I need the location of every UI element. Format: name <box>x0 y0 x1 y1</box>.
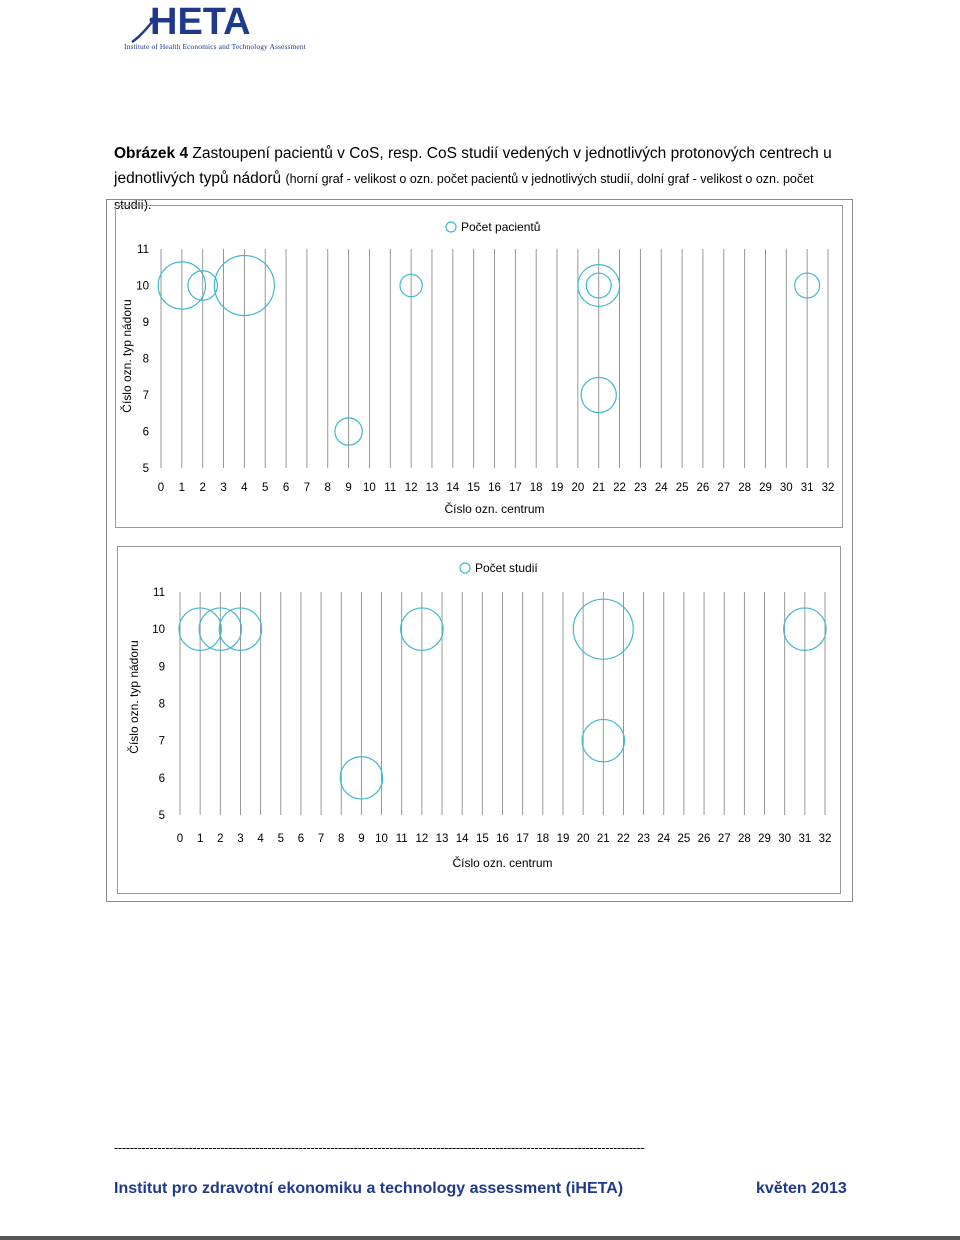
y-tick-label: 5 <box>142 463 149 475</box>
caption-main: Zastoupení pacientů v CoS, resp. CoS studií vedených v jednotlivých protonových centrech u jednotlivých typů nádorů <box>114 145 832 187</box>
x-tick-label: 12 <box>404 482 418 494</box>
x-tick-label: 0 <box>176 833 184 845</box>
x-tick-label: 17 <box>508 482 522 494</box>
x-tick-label: 20 <box>576 833 590 845</box>
y-tick-label: 6 <box>158 772 165 785</box>
x-tick-label: 20 <box>571 482 585 494</box>
x-tick-label: 21 <box>596 833 610 845</box>
caption-label: Obrázek 4 <box>114 145 189 162</box>
x-tick-label: 12 <box>415 833 429 845</box>
legend-label: Počet pacientů <box>461 220 541 234</box>
x-tick-label: 27 <box>717 482 731 494</box>
x-tick-label: 5 <box>277 833 284 845</box>
x-tick-label: 30 <box>778 833 792 845</box>
y-tick-label: 10 <box>152 624 165 637</box>
y-tick-label: 8 <box>158 698 165 711</box>
logo-text: HETA <box>150 1 251 43</box>
x-tick-label: 6 <box>282 482 290 494</box>
x-tick-label: 25 <box>677 833 691 845</box>
x-tick-label: 32 <box>818 833 832 845</box>
x-tick-label: 15 <box>475 833 489 845</box>
x-axis-title: Číslo ozn. centrum <box>452 856 553 870</box>
x-tick-label: 1 <box>178 482 186 494</box>
x-tick-label: 14 <box>455 833 469 845</box>
x-tick-label: 25 <box>675 482 689 494</box>
x-tick-label: 29 <box>759 482 772 494</box>
x-tick-label: 18 <box>529 482 543 494</box>
chart-studies <box>117 546 841 894</box>
chart-studies-svg <box>118 547 840 893</box>
y-tick-label: 10 <box>136 280 149 293</box>
x-tick-label: 9 <box>345 482 352 494</box>
y-tick-label: 7 <box>158 735 165 748</box>
x-tick-label: 3 <box>237 833 244 845</box>
x-tick-label: 8 <box>338 833 345 845</box>
x-tick-label: 26 <box>696 482 710 494</box>
legend-label: Počet studií <box>475 561 538 575</box>
x-tick-label: 27 <box>717 833 731 845</box>
x-tick-label: 23 <box>637 833 650 845</box>
footer-divider: --------------------------------------------------------------------------------------------------------------------------------------- <box>114 1140 645 1155</box>
x-tick-label: 21 <box>592 482 606 494</box>
x-tick-label: 28 <box>738 482 752 494</box>
x-tick-label: 13 <box>435 833 449 845</box>
x-tick-label: 3 <box>220 482 227 494</box>
y-tick-label: 7 <box>142 390 149 402</box>
chart-patients-svg <box>116 206 842 527</box>
x-tick-label: 5 <box>262 482 269 494</box>
y-tick-label: 6 <box>142 426 149 439</box>
chart-patients <box>115 205 843 528</box>
x-tick-label: 11 <box>384 482 397 494</box>
x-tick-label: 16 <box>488 482 501 494</box>
footer-date: květen 2013 <box>756 1180 847 1197</box>
x-tick-label: 16 <box>496 833 509 845</box>
x-tick-label: 18 <box>536 833 550 845</box>
x-tick-label: 13 <box>425 482 439 494</box>
x-tick-label: 23 <box>634 482 647 494</box>
x-tick-label: 24 <box>657 833 671 845</box>
x-tick-label: 8 <box>324 482 331 494</box>
x-tick-label: 2 <box>199 482 206 494</box>
x-tick-label: 26 <box>697 833 711 845</box>
x-tick-label: 2 <box>217 833 224 845</box>
x-tick-label: 10 <box>375 833 388 845</box>
x-tick-label: 29 <box>758 833 771 845</box>
y-tick-label: 8 <box>142 353 149 366</box>
caption-note: (horní graf - velikost o ozn. počet pacientů v jednotlivých studií, dolní graf - velikost o ozn. počet studií). <box>114 172 814 212</box>
x-tick-label: 6 <box>297 833 305 845</box>
x-tick-label: 17 <box>516 833 530 845</box>
x-tick-label: 22 <box>613 482 626 494</box>
x-tick-label: 19 <box>556 833 570 845</box>
legend-marker <box>460 563 470 573</box>
x-axis-title: Číslo ozn. centrum <box>444 502 545 516</box>
x-tick-label: 19 <box>550 482 564 494</box>
x-tick-label: 7 <box>303 482 311 494</box>
x-tick-label: 31 <box>798 833 812 845</box>
x-tick-label: 14 <box>446 482 460 494</box>
y-tick-label: 5 <box>158 810 165 822</box>
x-tick-label: 15 <box>467 482 481 494</box>
page-edge <box>0 1236 960 1240</box>
footer-institute: Institut pro zdravotní ekonomiku a technology assessment (iHETA) <box>114 1180 624 1197</box>
y-tick-label: 9 <box>158 661 165 674</box>
y-tick-label: 11 <box>137 244 149 256</box>
iheta-logo <box>124 2 314 56</box>
logo-subtitle: Institute of Health Economics and Technology Assessment <box>124 42 306 51</box>
x-tick-label: 0 <box>157 482 165 494</box>
legend-marker <box>446 222 456 232</box>
y-axis-title: Číslo ozn. typ nádoru <box>120 299 134 413</box>
y-tick-label: 11 <box>153 587 165 599</box>
x-tick-label: 24 <box>654 482 668 494</box>
y-tick-label: 9 <box>142 317 149 329</box>
x-tick-label: 7 <box>317 833 325 845</box>
x-tick-label: 32 <box>821 482 835 494</box>
x-tick-label: 28 <box>737 833 751 845</box>
x-tick-label: 30 <box>779 482 793 494</box>
x-tick-label: 9 <box>358 833 365 845</box>
x-tick-label: 1 <box>196 833 204 845</box>
x-tick-label: 31 <box>800 482 814 494</box>
x-tick-label: 11 <box>395 833 408 845</box>
x-tick-label: 10 <box>363 482 376 494</box>
y-axis-title: Číslo ozn. typ nádoru <box>127 640 141 754</box>
x-tick-label: 4 <box>241 482 248 494</box>
x-tick-label: 22 <box>617 833 630 845</box>
x-tick-label: 4 <box>257 833 264 845</box>
